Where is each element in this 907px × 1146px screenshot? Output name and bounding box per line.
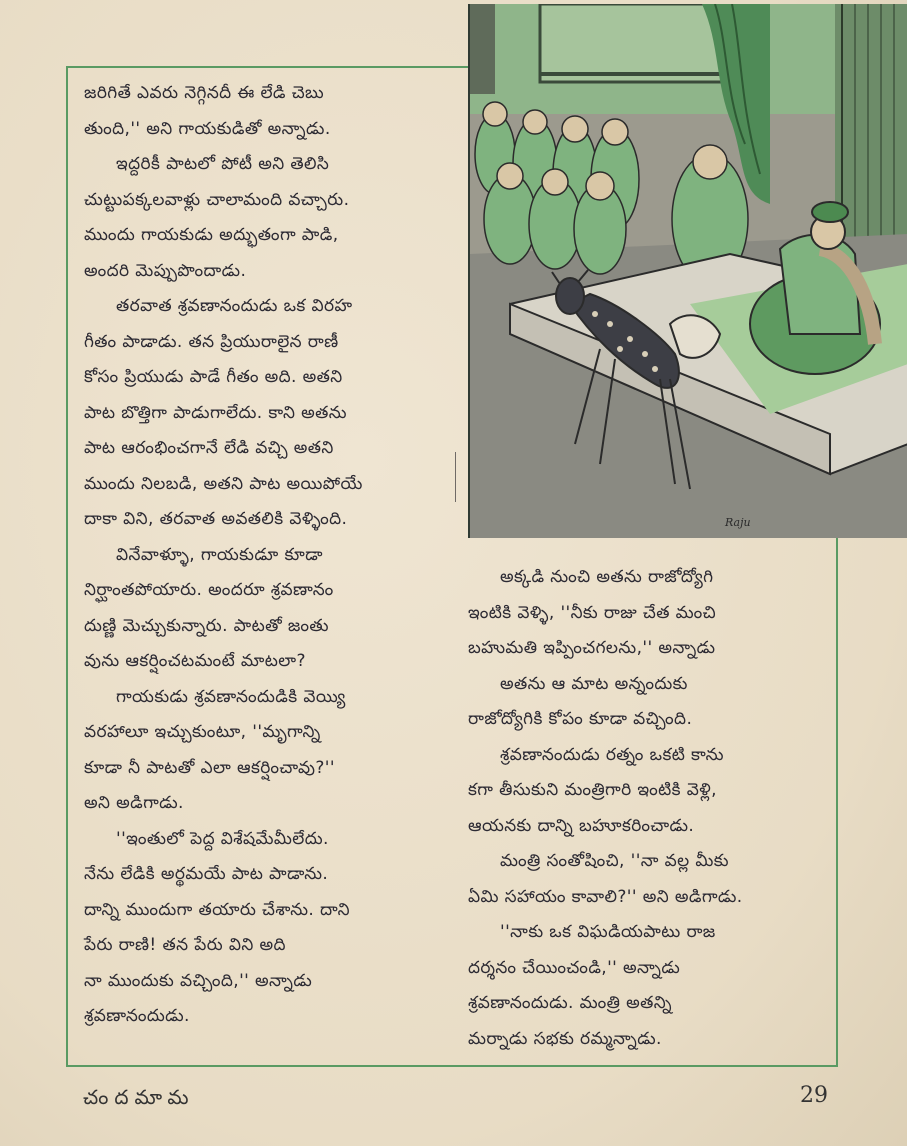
text-line: తరవాత శ్రవణానందుడు ఒక విరహ	[116, 296, 353, 316]
text-line: ఇంటికి వెళ్ళి, ''నీకు రాజు చేత మంచి	[468, 602, 717, 623]
text-line: ముందు నిలబడి, అతని పాట అయిపోయే	[84, 473, 363, 494]
frame-bottom-line	[66, 1065, 838, 1067]
text-line: పాట బొత్తిగా పాడుగాలేదు. కాని అతను	[84, 402, 347, 423]
right-text-column	[468, 560, 830, 1057]
text-line: నేను లేడికి అర్థమయే పాట పాడాను.	[84, 864, 329, 884]
frame-left-line	[66, 66, 68, 1066]
text-line: పేరు రాణి! తన పేరు విని అది	[84, 935, 286, 955]
text-line: మంత్రి సంతోషించి, ''నా వల్ల మీకు	[500, 851, 729, 871]
text-line: గాయకుడు శ్రవణానందుడికి వెయ్యి	[116, 686, 346, 707]
text-line: అందరి మెప్పుపొందాడు.	[84, 260, 247, 281]
text-line: చుట్టుపక్కలవాళ్లు చాలామంది వచ్చారు.	[84, 189, 350, 210]
text-line: దుణ్ణి మెచ్చుకున్నారు. పాటతో జంతు	[84, 615, 329, 636]
text-line: ముందు గాయకుడు అద్భుతంగా పాడి,	[84, 225, 339, 245]
text-line: వరహాలూ ఇచ్చుకుంటూ, ''మృగాన్ని	[84, 722, 321, 742]
text-line: ఆయనకు దాన్ని బహూకరించాడు.	[468, 815, 695, 836]
illustration-svg	[470, 4, 907, 538]
text-line: దాకా విని, తరవాత అవతలికి వెళ్ళింది.	[84, 509, 348, 529]
text-line: శ్రవణానందుడు.	[84, 1006, 190, 1026]
frame-top-line	[66, 66, 469, 68]
text-line: ''ఇంతులో పెద్ద విశేషమేమీలేదు.	[116, 828, 329, 849]
text-line: వును ఆకర్షించటమంటే మాటలా?	[84, 651, 306, 671]
text-line: దాన్ని ముందుగా తయారు చేశాను. దాని	[84, 899, 350, 920]
text-line: ''నాకు ఒక విఘడియపాటు రాజ	[500, 922, 716, 942]
text-line: తుంది,'' అని గాయకుడితో అన్నాడు.	[84, 118, 331, 139]
page-number: 29	[800, 1083, 828, 1108]
court-scene-illustration	[468, 4, 907, 538]
text-line: పాట ఆరంభించగానే లేడి వచ్చి అతని	[84, 438, 334, 458]
text-line: జరిగితే ఎవరు నెగ్గినదీ ఈ లేడి చెబు	[84, 83, 325, 103]
text-line: నా ముందుకు వచ్చింది,'' అన్నాడు	[84, 970, 313, 991]
text-line: అక్కడి నుంచి అతను రాజోద్యోగి	[500, 567, 714, 587]
text-line: నిర్ఘాంతపోయారు. అందరూ శ్రవణానం	[84, 580, 334, 600]
text-line: మర్నాడు సభకు రమ్మన్నాడు.	[468, 1028, 662, 1049]
left-text-column	[84, 76, 456, 1035]
illustrator-signature: Raju	[725, 516, 751, 529]
text-line: అని అడిగాడు.	[84, 793, 184, 813]
text-line: కూడా నీ పాటతో ఎలా ఆకర్షించావు?''	[84, 757, 335, 778]
text-line: కగా తీసుకుని మంత్రిగారి ఇంటికి వెళ్లి,	[468, 780, 717, 800]
text-line: ఇద్దరికీ పాటలో పోటీ అని తెలిసి	[116, 154, 330, 174]
text-line: శ్రవణానందుడు. మంత్రి అతన్ని	[468, 993, 672, 1013]
frame-right-line	[836, 538, 838, 1066]
magazine-title: చందమామ	[83, 1085, 195, 1109]
text-line: వినేవాళ్ళూ, గాయకుడూ కూడా	[116, 544, 323, 565]
text-line: శ్రవణానందుడు రత్నం ఒకటి కాను	[500, 744, 724, 765]
text-line: అతను ఆ మాట అన్నందుకు	[500, 673, 688, 694]
text-line: రాజోద్యోగికి కోపం కూడా వచ్చింది.	[468, 709, 693, 729]
text-line: దర్శనం చేయించండి,'' అన్నాడు	[468, 957, 681, 978]
text-line: గీతం పాడాడు. తన ప్రియురాలైన రాణీ	[84, 331, 339, 352]
text-line: బహుమతి ఇప్పించగలను,'' అన్నాడు	[468, 638, 716, 658]
text-line: కోసం ప్రియుడు పాడే గీతం అది. అతని	[84, 367, 343, 387]
text-line: ఏమి సహాయం కావాలి?'' అని అడిగాడు.	[468, 886, 743, 907]
